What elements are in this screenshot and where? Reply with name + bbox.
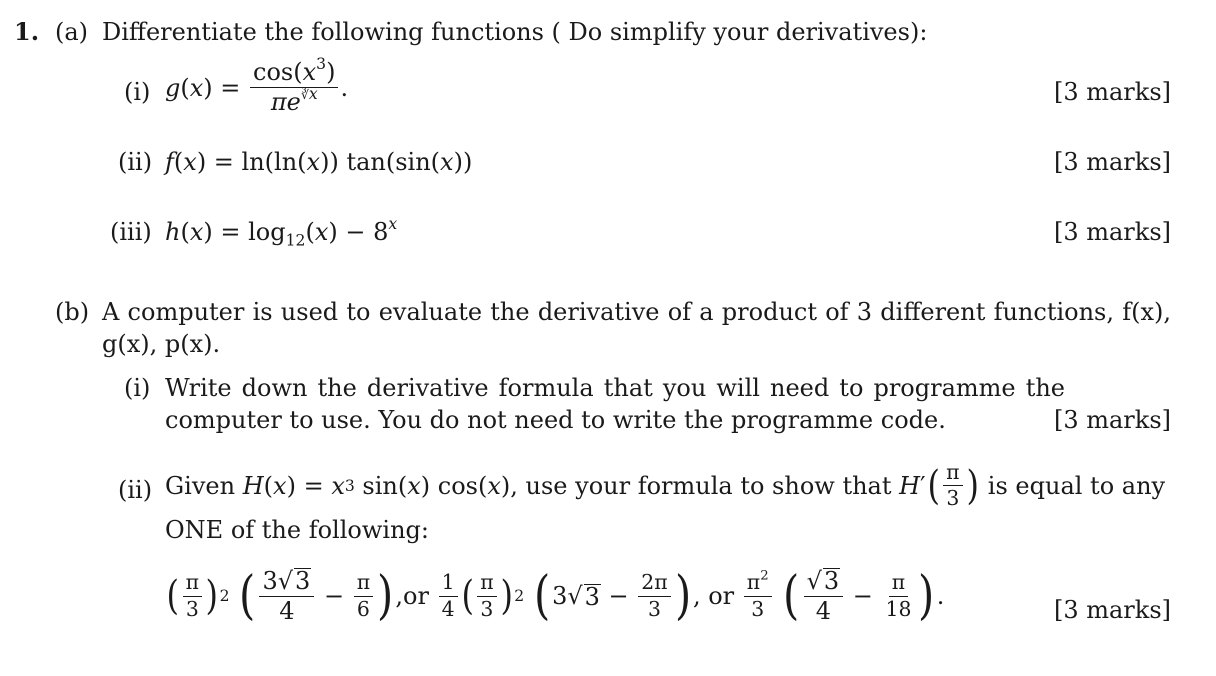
given-word: Given [165, 471, 236, 500]
part-b-ii-label: (ii) [118, 476, 153, 504]
part-b-ii-line2: ONE of the following: [165, 516, 429, 544]
formula-a-ii: f(x) = ln(ln(x)) tan(sin(x)) [165, 148, 473, 176]
part-a-ii-label: (ii) [118, 148, 153, 176]
or-separator-1: ,or [395, 582, 429, 611]
answer-options: ( $\frac{\pi}{3}$ ) 2 ( $\frac{3√3}{4}$ − $\frac{\pi}{6}$ ) ,or $\frac{1}{4}$ ( $\frac{\pi}{3}$ ) 2 ( 3√ 3 − $\frac{2\pi}{3}$ ) , or $\frac{\pi^2}{3}$ ( $\frac{√3}{4}$ − $\frac{\pi}{18}$ ) . [166, 566, 945, 627]
part-b-label: (b) [55, 298, 90, 326]
part-b-i-text: Write down the derivative formula that you will need to programme the computer to use. You do not need to write the programme code. [165, 374, 1065, 435]
part-b-i-label: (i) [124, 374, 151, 402]
question-number: 1. [14, 17, 40, 46]
marks-b-ii: [3 marks] [1053, 596, 1171, 624]
marks-b-i: [3 marks] [1053, 406, 1171, 434]
use-formula-text: , use your formula to show that [510, 471, 892, 500]
part-a-text: Differentiate the following functions ( Do simplify your derivatives): [102, 18, 928, 46]
marks-a-iii: [3 marks] [1053, 218, 1171, 246]
or-separator-2: , or [692, 582, 735, 611]
formula-a-iii: $h(x) = \log_{12}(x) - 8^x$ [165, 215, 398, 250]
part-b-ii-line1: Given H ( x ) = x 3 sin( x ) cos( x ) , use your formula to show that H ′ ( $\frac{\pi}{3}$ ) is equal to any [165, 460, 1166, 511]
equal-text: is equal to any [987, 471, 1166, 500]
marks-a-i: [3 marks] [1053, 78, 1171, 106]
formula-a-i: g ( x ) = $\frac{\cos(x^3)}{\pi e^{∛x}}$ . [165, 55, 349, 117]
part-a-label: (a) [55, 18, 89, 46]
part-b-text: A computer is used to evaluate the derivative of a product of 3 different functions, f(x), g(x), p(x). [102, 298, 1171, 359]
part-a-iii-label: (iii) [110, 218, 152, 246]
part-a-i-label: (i) [124, 78, 151, 106]
marks-a-ii: [3 marks] [1053, 148, 1171, 176]
